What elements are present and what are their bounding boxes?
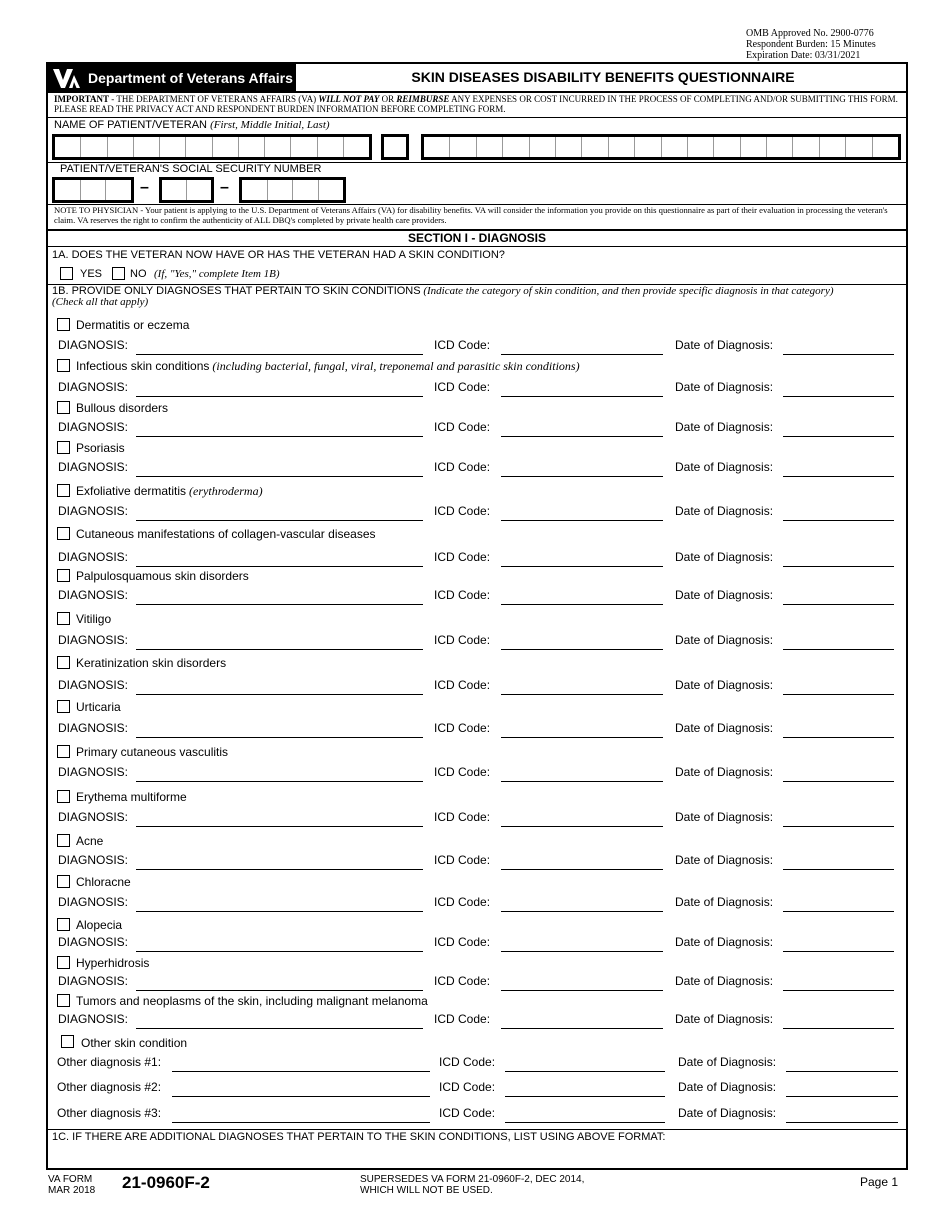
icd-code-label: ICD Code: <box>439 1106 496 1120</box>
date-of-diagnosis-label: Date of Diagnosis: <box>675 974 774 988</box>
ssn-part-3[interactable] <box>239 177 346 203</box>
diagnosis-label: DIAGNOSIS: <box>58 588 129 602</box>
icd-code-input[interactable] <box>501 396 663 397</box>
diagnosis-label: DIAGNOSIS: <box>58 338 129 352</box>
diagnosis-label: DIAGNOSIS: <box>58 678 129 692</box>
date-of-diagnosis-input[interactable] <box>783 1028 894 1029</box>
icd-code-label: ICD Code: <box>434 588 491 602</box>
diagnosis-label: DIAGNOSIS: <box>58 633 129 647</box>
diagnosis-input[interactable] <box>136 354 423 355</box>
date-of-diagnosis-input[interactable] <box>783 436 894 437</box>
date-of-diagnosis-label: Date of Diagnosis: <box>675 460 774 474</box>
date-of-diagnosis-input[interactable] <box>783 826 894 827</box>
condition-checkbox[interactable] <box>57 875 70 888</box>
condition-label-text: Chloracne <box>76 875 131 889</box>
diagnosis-input[interactable] <box>136 649 423 650</box>
diagnosis-label: DIAGNOSIS: <box>58 935 129 949</box>
diagnosis-input[interactable] <box>136 604 423 605</box>
diagnosis-input[interactable] <box>136 476 423 477</box>
condition-checkbox[interactable] <box>57 994 70 1007</box>
icd-code-label: ICD Code: <box>434 721 491 735</box>
condition-label <box>76 790 187 804</box>
icd-code-label: ICD Code: <box>434 550 491 564</box>
icd-code-label: ICD Code: <box>434 935 491 949</box>
icd-code-label: ICD Code: <box>434 380 491 394</box>
ssn-dash-2: – <box>220 179 229 196</box>
date-of-diagnosis-label: Date of Diagnosis: <box>675 338 774 352</box>
date-of-diagnosis-input[interactable] <box>783 911 894 912</box>
condition-checkbox[interactable] <box>57 745 70 758</box>
icd-code-label: ICD Code: <box>439 1055 496 1069</box>
icd-code-label: ICD Code: <box>439 1080 496 1094</box>
icd-code-label: ICD Code: <box>434 678 491 692</box>
condition-checkbox[interactable] <box>57 401 70 414</box>
condition-label-text: Palpulosquamous skin disorders <box>76 569 249 583</box>
question-1b-hint-2: (Check all that apply) <box>52 296 149 308</box>
date-of-diagnosis-input[interactable] <box>783 951 894 952</box>
icd-code-input[interactable] <box>501 649 663 650</box>
va-seal-icon <box>52 67 82 89</box>
condition-checkbox[interactable] <box>57 612 70 625</box>
footer-va-form: VA FORM <box>48 1174 93 1185</box>
date-of-diagnosis-label: Date of Diagnosis: <box>675 721 774 735</box>
icd-code-input[interactable] <box>501 354 663 355</box>
important-lead: IMPORTANT <box>54 94 110 104</box>
question-1a-hint: (If, "Yes," complete Item 1B) <box>154 268 280 280</box>
last-name-field[interactable] <box>421 134 901 160</box>
diagnosis-label: DIAGNOSIS: <box>58 895 129 909</box>
diagnosis-input[interactable] <box>136 396 423 397</box>
condition-label <box>76 745 228 759</box>
icd-code-input[interactable] <box>505 1071 665 1072</box>
condition-checkbox[interactable] <box>57 484 70 497</box>
icd-code-input[interactable] <box>501 911 663 912</box>
diagnosis-label: DIAGNOSIS: <box>58 853 129 867</box>
condition-label <box>76 956 149 970</box>
supersedes-note <box>360 1174 584 1196</box>
other-diagnosis-label: Other diagnosis #3: <box>57 1106 162 1120</box>
diagnosis-input[interactable] <box>136 869 423 870</box>
condition-label-text: Acne <box>76 834 104 848</box>
condition-label-text: Infectious skin conditions <box>76 359 210 373</box>
icd-code-input[interactable] <box>501 1028 663 1029</box>
icd-code-input[interactable] <box>501 990 663 991</box>
condition-label <box>76 834 103 848</box>
date-of-diagnosis-input[interactable] <box>783 520 894 521</box>
condition-label-text: Cutaneous manifestations of collagen-vascular diseases <box>76 527 376 541</box>
condition-checkbox[interactable] <box>57 569 70 582</box>
diagnosis-input[interactable] <box>136 436 423 437</box>
date-of-diagnosis-input[interactable] <box>783 694 894 695</box>
condition-label <box>76 527 376 541</box>
date-of-diagnosis-label: Date of Diagnosis: <box>675 550 774 564</box>
date-of-diagnosis-input[interactable] <box>783 354 894 355</box>
omb-info <box>746 28 876 61</box>
important-text-1: - THE DEPARTMENT OF VETERANS AFFAIRS (VA) <box>109 94 319 104</box>
icd-code-input[interactable] <box>501 436 663 437</box>
date-of-diagnosis-label: Date of Diagnosis: <box>675 420 774 434</box>
date-of-diagnosis-label: Date of Diagnosis: <box>675 765 774 779</box>
icd-code-label: ICD Code: <box>434 765 491 779</box>
diagnosis-input[interactable] <box>136 911 423 912</box>
condition-label-text: Hyperhidrosis <box>76 956 150 970</box>
diagnosis-label: DIAGNOSIS: <box>58 974 129 988</box>
note-to-physician: NOTE TO PHYSICIAN - Your patient is applying to the U.S. Department of Veterans Affairs (VA) for disability benefits. VA will consider the information you provide on this questionnaire as part of their evaluation in processing the veteran's claim. VA reserves the right to confirm the authenticity of ALL DBQ's completed by private health care providers. <box>54 205 888 225</box>
diagnosis-input[interactable] <box>136 826 423 827</box>
icd-code-input[interactable] <box>501 604 663 605</box>
footer-date: MAR 2018 <box>48 1185 96 1196</box>
icd-code-label: ICD Code: <box>434 810 491 824</box>
condition-label-text: Vitiligo <box>76 612 112 626</box>
ssn-part-2[interactable] <box>159 177 214 203</box>
form-title: SKIN DISEASES DISABILITY BENEFITS QUESTIONNAIRE <box>411 69 795 85</box>
date-of-diagnosis-input[interactable] <box>783 869 894 870</box>
icd-code-label: ICD Code: <box>434 895 491 909</box>
question-1b <box>52 286 902 308</box>
ssn-dash-1: – <box>140 179 149 196</box>
condition-checkbox[interactable] <box>57 790 70 803</box>
date-of-diagnosis-label: Date of Diagnosis: <box>678 1106 777 1120</box>
date-of-diagnosis-input[interactable] <box>783 396 894 397</box>
agency-banner <box>48 64 296 92</box>
condition-label <box>76 484 263 499</box>
diagnosis-input[interactable] <box>136 1028 423 1029</box>
other-diagnosis-input[interactable] <box>172 1122 430 1123</box>
condition-label-text: Tumors and neoplasms of the skin, including malignant melanoma <box>76 994 428 1008</box>
diagnosis-input[interactable] <box>136 737 423 738</box>
condition-label <box>76 994 428 1008</box>
icd-code-input[interactable] <box>501 869 663 870</box>
name-label <box>54 119 330 131</box>
icd-code-input[interactable] <box>501 694 663 695</box>
other-diagnosis-input[interactable] <box>172 1071 430 1072</box>
ssn-part-1[interactable] <box>52 177 134 203</box>
yes-checkbox[interactable] <box>60 267 73 280</box>
form-number: 21-0960F-2 <box>122 1173 210 1192</box>
condition-checkbox[interactable] <box>57 656 70 669</box>
diagnosis-label: DIAGNOSIS: <box>58 1012 129 1026</box>
condition-checkbox[interactable] <box>57 318 70 331</box>
icd-code-input[interactable] <box>501 826 663 827</box>
condition-label <box>76 875 131 889</box>
supersedes-line-1: SUPERSEDES VA FORM 21-0960F-2, DEC 2014, <box>360 1174 585 1185</box>
icd-code-label: ICD Code: <box>434 1012 491 1026</box>
date-of-diagnosis-label: Date of Diagnosis: <box>675 853 774 867</box>
condition-label <box>76 441 125 455</box>
question-1b-text: 1B. PROVIDE ONLY DIAGNOSES THAT PERTAIN TO SKIN CONDITIONS <box>52 285 421 297</box>
omb-number: OMB Approved No. 2900-0776 <box>746 28 874 39</box>
date-of-diagnosis-input[interactable] <box>786 1096 898 1097</box>
icd-code-label: ICD Code: <box>434 460 491 474</box>
condition-label-text: Exfoliative dermatitis <box>76 484 187 498</box>
important-text-3: ANY EXPENSES OR COST INCURRED IN THE PROCESS OF COMPLETING AND/OR SUBMITTING THIS FORM. PLEASE READ THE PRIVACY ACT AND RESPONDENT BURDEN INFORMATION BEFORE COMPLETING FORM. <box>54 94 898 114</box>
condition-label <box>76 918 122 932</box>
date-of-diagnosis-input[interactable] <box>786 1071 898 1072</box>
question-1a: 1A. DOES THE VETERAN NOW HAVE OR HAS THE VETERAN HAD A SKIN CONDITION? <box>52 249 505 261</box>
condition-checkbox[interactable] <box>57 834 70 847</box>
question-1c: 1C. IF THERE ARE ADDITIONAL DIAGNOSES THAT PERTAIN TO THE SKIN CONDITIONS, LIST USING ABOVE FORMAT: <box>52 1131 666 1143</box>
yes-label: YES <box>80 268 103 280</box>
date-of-diagnosis-label: Date of Diagnosis: <box>675 633 774 647</box>
icd-code-input[interactable] <box>501 737 663 738</box>
diagnosis-label: DIAGNOSIS: <box>58 420 129 434</box>
condition-label <box>76 569 249 583</box>
condition-checkbox[interactable] <box>57 918 70 931</box>
no-checkbox[interactable] <box>112 267 125 280</box>
condition-label-hint: (erythroderma) <box>186 484 263 498</box>
section-title: SECTION I - DIAGNOSIS <box>407 231 546 245</box>
important-text-2: OR <box>379 94 397 104</box>
respondent-burden: Respondent Burden: 15 Minutes <box>746 39 876 50</box>
date-of-diagnosis-label: Date of Diagnosis: <box>675 380 774 394</box>
icd-code-input[interactable] <box>501 781 663 782</box>
diagnosis-input[interactable] <box>136 566 423 567</box>
other-diagnosis-label: Other diagnosis #2: <box>57 1080 162 1094</box>
icd-code-label: ICD Code: <box>434 853 491 867</box>
no-label: NO <box>130 268 147 280</box>
date-of-diagnosis-label: Date of Diagnosis: <box>675 810 774 824</box>
icd-code-input[interactable] <box>501 951 663 952</box>
other-condition-checkbox[interactable] <box>61 1035 74 1048</box>
important-emphasis-2: REIMBURSE <box>396 94 450 104</box>
condition-label <box>76 318 189 332</box>
condition-checkbox[interactable] <box>57 441 70 454</box>
date-of-diagnosis-input[interactable] <box>783 604 894 605</box>
name-label-hint: (First, Middle Initial, Last) <box>210 119 330 131</box>
icd-code-label: ICD Code: <box>434 974 491 988</box>
condition-label-text: Psoriasis <box>76 441 125 455</box>
icd-code-label: ICD Code: <box>434 633 491 647</box>
page-number: Page 1 <box>860 1175 899 1189</box>
condition-label-text: Primary cutaneous vasculitis <box>76 745 229 759</box>
condition-label <box>76 359 580 374</box>
condition-label-text: Bullous disorders <box>76 401 169 415</box>
expiration-date: Expiration Date: 03/31/2021 <box>746 50 861 61</box>
diagnosis-input[interactable] <box>136 694 423 695</box>
icd-code-input[interactable] <box>501 566 663 567</box>
diagnosis-label: DIAGNOSIS: <box>58 460 129 474</box>
icd-code-label: ICD Code: <box>434 420 491 434</box>
condition-label-text: Erythema multiforme <box>76 790 187 804</box>
condition-label-hint: (including bacterial, fungal, viral, treponemal and parasitic skin conditions) <box>209 359 580 373</box>
date-of-diagnosis-input[interactable] <box>783 737 894 738</box>
question-1b-hint: (Indicate the category of skin condition, and then provide specific diagnosis in that category) <box>420 285 834 297</box>
condition-checkbox[interactable] <box>57 956 70 969</box>
date-of-diagnosis-input[interactable] <box>783 990 894 991</box>
diagnosis-input[interactable] <box>136 520 423 521</box>
ssn-label: PATIENT/VETERAN'S SOCIAL SECURITY NUMBER <box>60 163 322 175</box>
condition-label <box>76 656 226 670</box>
condition-label-text: Alopecia <box>76 918 123 932</box>
condition-label <box>76 401 168 415</box>
other-condition-label: Other skin condition <box>81 1036 188 1050</box>
diagnosis-label: DIAGNOSIS: <box>58 765 129 779</box>
date-of-diagnosis-input[interactable] <box>783 476 894 477</box>
date-of-diagnosis-label: Date of Diagnosis: <box>675 588 774 602</box>
date-of-diagnosis-input[interactable] <box>783 566 894 567</box>
footer-form-label <box>48 1174 95 1196</box>
condition-checkbox[interactable] <box>57 527 70 540</box>
diagnosis-label: DIAGNOSIS: <box>58 721 129 735</box>
date-of-diagnosis-label: Date of Diagnosis: <box>675 504 774 518</box>
date-of-diagnosis-input[interactable] <box>786 1122 898 1123</box>
icd-code-input[interactable] <box>501 476 663 477</box>
condition-label-text: Keratinization skin disorders <box>76 656 227 670</box>
first-name-field[interactable] <box>52 134 372 160</box>
diagnosis-input[interactable] <box>136 990 423 991</box>
supersedes-line-2: WHICH WILL NOT BE USED. <box>360 1185 493 1196</box>
condition-label-text: Urticaria <box>76 700 121 714</box>
icd-code-label: ICD Code: <box>434 338 491 352</box>
middle-initial-field[interactable] <box>381 134 409 160</box>
diagnosis-input[interactable] <box>136 951 423 952</box>
date-of-diagnosis-label: Date of Diagnosis: <box>675 1012 774 1026</box>
diagnosis-input[interactable] <box>136 781 423 782</box>
icd-code-input[interactable] <box>505 1096 665 1097</box>
icd-code-label: ICD Code: <box>434 504 491 518</box>
date-of-diagnosis-label: Date of Diagnosis: <box>675 895 774 909</box>
icd-code-input[interactable] <box>501 520 663 521</box>
condition-label <box>76 700 121 714</box>
date-of-diagnosis-label: Date of Diagnosis: <box>675 678 774 692</box>
diagnosis-label: DIAGNOSIS: <box>58 810 129 824</box>
agency-name: Department of Veterans Affairs <box>88 70 293 86</box>
diagnosis-label: DIAGNOSIS: <box>58 504 129 518</box>
date-of-diagnosis-label: Date of Diagnosis: <box>675 935 774 949</box>
date-of-diagnosis-label: Date of Diagnosis: <box>678 1080 777 1094</box>
icd-code-input[interactable] <box>505 1122 665 1123</box>
diagnosis-label: DIAGNOSIS: <box>58 550 129 564</box>
date-of-diagnosis-input[interactable] <box>783 649 894 650</box>
other-diagnosis-label: Other diagnosis #1: <box>57 1055 162 1069</box>
other-diagnosis-input[interactable] <box>172 1096 430 1097</box>
important-emphasis-1: WILL NOT PAY <box>318 94 380 104</box>
condition-label <box>76 612 111 626</box>
diagnosis-label: DIAGNOSIS: <box>58 380 129 394</box>
condition-label-text: Dermatitis or eczema <box>76 318 190 332</box>
date-of-diagnosis-label: Date of Diagnosis: <box>678 1055 777 1069</box>
name-label-text: NAME OF PATIENT/VETERAN <box>54 119 207 131</box>
condition-checkbox[interactable] <box>57 359 70 372</box>
important-notice <box>54 94 904 114</box>
date-of-diagnosis-input[interactable] <box>783 781 894 782</box>
condition-checkbox[interactable] <box>57 700 70 713</box>
